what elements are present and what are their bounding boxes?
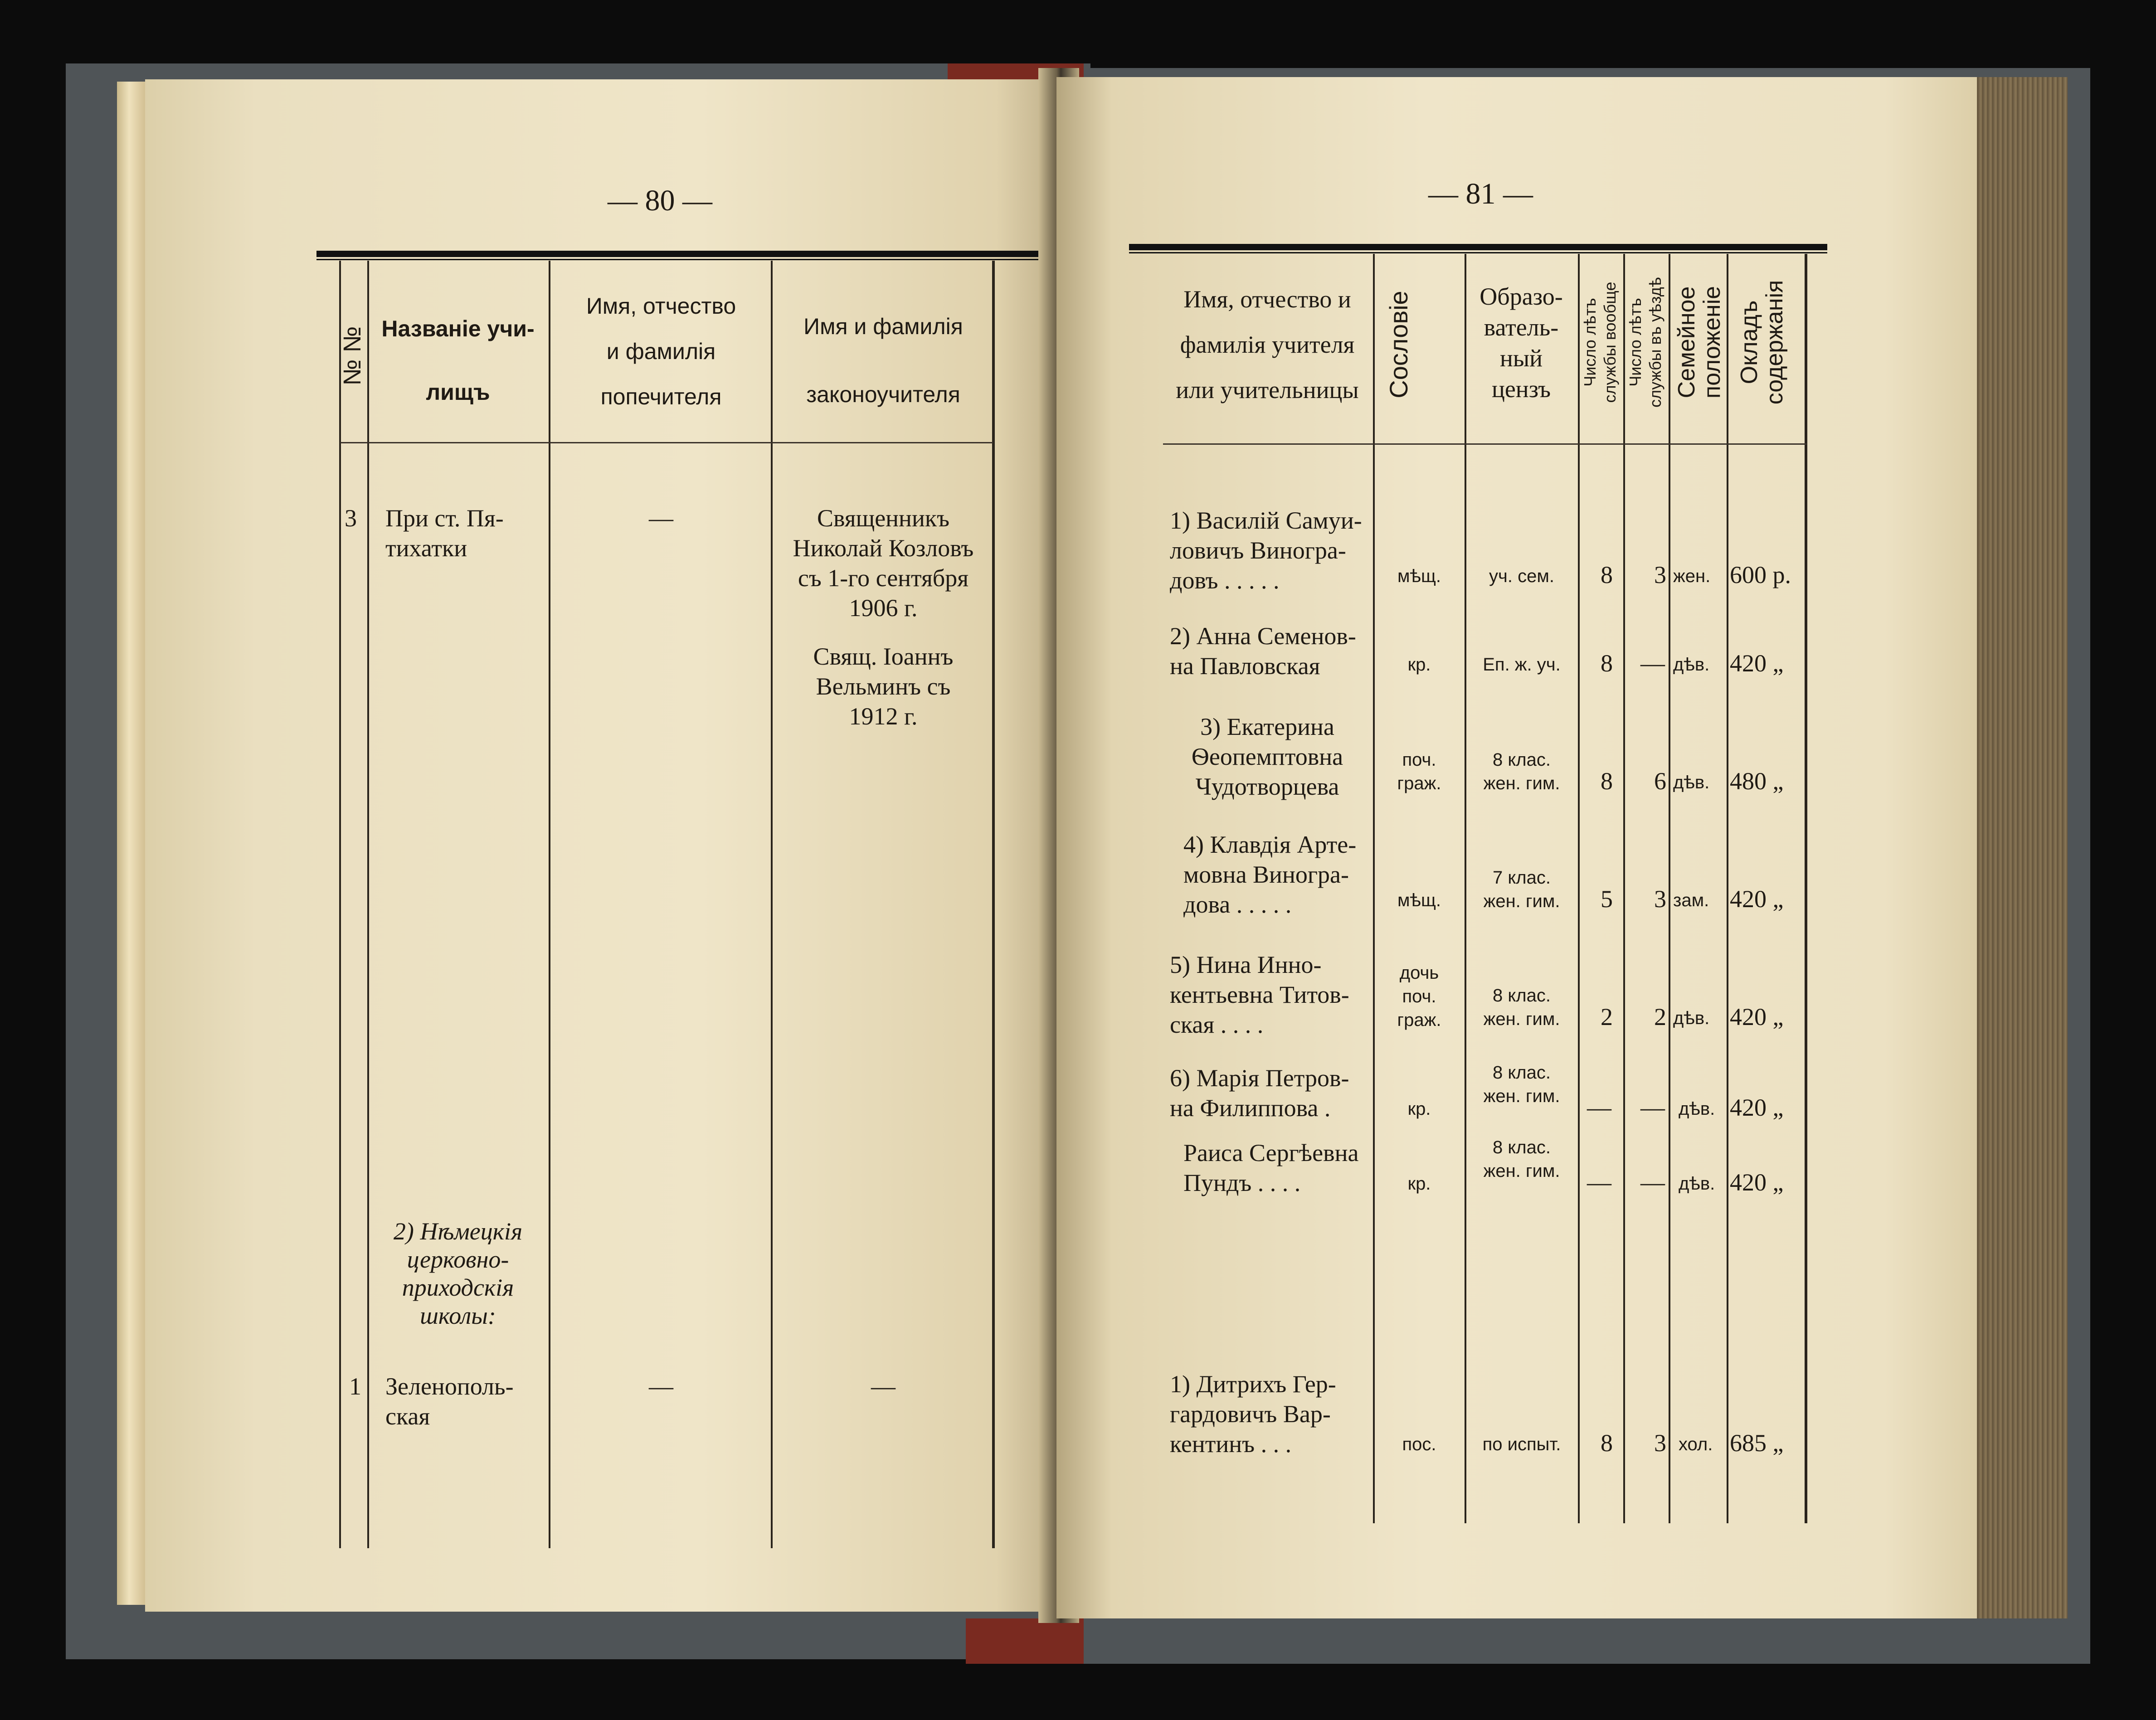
left-col-line [771, 261, 773, 1548]
right-header-line [1163, 443, 1807, 445]
family-status: дѣв. [1673, 1008, 1710, 1028]
teacher-estate: кр. [1407, 655, 1431, 675]
right-top-rule [1129, 244, 1827, 250]
years-county: 2 [1654, 1003, 1666, 1030]
right-header-years-county: Число лѣтъ службы въ уѣздѣ [1626, 277, 1664, 408]
salary: 420 „ [1730, 650, 1784, 677]
teacher-estate: дочь поч. граж. [1397, 963, 1441, 1030]
teacher-name: 5) Нина Инно- кентьевна Титов- ская . . . . [1170, 951, 1349, 1038]
right-page-number: — 81 — [1428, 177, 1533, 210]
right-header-education: Образо- ватель- ный цензъ [1480, 283, 1563, 403]
left-row-num: 1 [349, 1373, 361, 1400]
years-county: 3 [1654, 885, 1666, 913]
years-total: 5 [1601, 885, 1613, 913]
left-row-teacher: Священникъ Николай Козловъ съ 1-го сентября 1906 г. [793, 505, 974, 622]
right-top-rule-thin [1129, 252, 1827, 253]
left-col-line [992, 261, 995, 1548]
salary: 420 „ [1730, 1169, 1784, 1196]
right-header-salary: Окладъ содержанія [1736, 280, 1788, 405]
family-status: жен. [1673, 566, 1711, 586]
spine-strip-bottom [966, 1618, 1084, 1664]
left-row-num: 3 [345, 505, 357, 532]
teacher-name: 6) Марія Петров- на Филиппова . [1170, 1064, 1349, 1122]
right-header-name: Имя, отчество и фамилія учителя или учительницы [1176, 286, 1359, 403]
teacher-education: 8 клас. жен. гим. [1483, 750, 1560, 793]
salary: 600 р. [1730, 561, 1791, 588]
teacher-education: 8 клас. жен. гим. [1483, 986, 1560, 1029]
years-total: 8 [1601, 650, 1613, 677]
salary: 685 „ [1730, 1429, 1784, 1457]
left-row-teacher: — [871, 1373, 895, 1400]
years-total: 8 [1601, 1429, 1613, 1457]
left-header-school: Названіе учи- лищъ [381, 316, 535, 405]
years-county: 6 [1654, 768, 1666, 795]
teacher-education: Еп. ж. уч. [1483, 655, 1561, 675]
right-page [1056, 77, 1977, 1618]
salary: 480 „ [1730, 768, 1784, 795]
years-total: — [1587, 1169, 1611, 1196]
right-header-estate: Сословіе [1384, 291, 1413, 398]
left-col-line [549, 261, 550, 1548]
left-row-trustee: — [649, 1373, 673, 1400]
teacher-education: по испыт. [1482, 1434, 1561, 1454]
years-county: — [1640, 1094, 1665, 1121]
left-row-trustee: — [649, 505, 673, 532]
left-page-number: — 80 — [608, 184, 712, 217]
left-row-school: Зеленополь- ская [385, 1373, 514, 1430]
teacher-estate: мѣщ. [1397, 890, 1441, 910]
left-header-line [340, 442, 993, 443]
teacher-name: 1) Дитрихъ Гер- гардовичъ Вар- кентинъ . . . [1170, 1370, 1336, 1458]
teacher-education: 7 клас. жен. гим. [1483, 868, 1560, 911]
teacher-name: 4) Клавдія Арте- мовна Виногра- дова . . . . . [1183, 831, 1357, 918]
family-status: дѣв. [1679, 1099, 1715, 1119]
years-total: 8 [1601, 561, 1613, 588]
family-status: зам. [1673, 890, 1709, 910]
teacher-education: 8 клас. жен. гим. [1483, 1063, 1560, 1106]
years-county: 3 [1654, 1429, 1666, 1457]
salary: 420 „ [1730, 1003, 1784, 1030]
family-status: хол. [1679, 1434, 1713, 1454]
teacher-estate: кр. [1407, 1174, 1431, 1194]
right-page-edges [1963, 77, 2068, 1618]
teacher-estate: мѣщ. [1397, 566, 1441, 586]
left-row-school: При ст. Пя- тихатки [385, 505, 504, 562]
years-county: 3 [1654, 561, 1666, 588]
left-header-teacher: Имя и фамилія законоучителя [803, 314, 963, 407]
years-county: — [1640, 1169, 1665, 1196]
salary: 420 „ [1730, 1094, 1784, 1121]
left-top-rule [316, 251, 1070, 257]
left-row-teacher-2: Свящ. Іоаннъ Вельминъ съ 1912 г. [813, 643, 954, 730]
family-status: дѣв. [1673, 773, 1710, 792]
years-total: — [1587, 1094, 1611, 1121]
teacher-name: Раиса Сергѣевна Пундъ . . . . [1183, 1139, 1359, 1196]
teacher-education: 8 клас. жен. гим. [1483, 1137, 1560, 1181]
left-page [145, 79, 1070, 1612]
right-header-years-total: Число лѣтъ службы вообще [1581, 282, 1619, 403]
left-section-title: 2) Нѣмецкія церковно- приходскія школы: [393, 1218, 523, 1329]
years-total: 8 [1601, 768, 1613, 795]
left-header-trustee: Имя, отчество и фамилія попечителя [586, 293, 736, 409]
teacher-estate: пос. [1402, 1434, 1436, 1454]
teacher-name: 3) Екатерина Ѳеопемптовна Чудотворцева [1191, 713, 1343, 800]
teacher-education: уч. сем. [1489, 566, 1554, 586]
left-col-line [339, 261, 341, 1548]
teacher-estate: поч. граж. [1397, 750, 1441, 793]
teacher-estate: кр. [1407, 1099, 1431, 1119]
salary: 420 „ [1730, 885, 1784, 913]
left-header-num: № № [339, 326, 366, 386]
teacher-name: 2) Анна Семенов- на Павловская [1170, 622, 1356, 680]
years-county: — [1640, 650, 1665, 677]
family-status: дѣв. [1673, 655, 1710, 675]
right-header-family: Семейное положеніе [1674, 286, 1725, 399]
teacher-name: 1) Василій Самуи- ловичъ Виногра- довъ . . . . . [1170, 507, 1362, 594]
left-col-line [367, 261, 369, 1548]
left-top-rule-thin [316, 259, 1070, 260]
years-total: 2 [1601, 1003, 1613, 1030]
family-status: дѣв. [1679, 1174, 1715, 1194]
